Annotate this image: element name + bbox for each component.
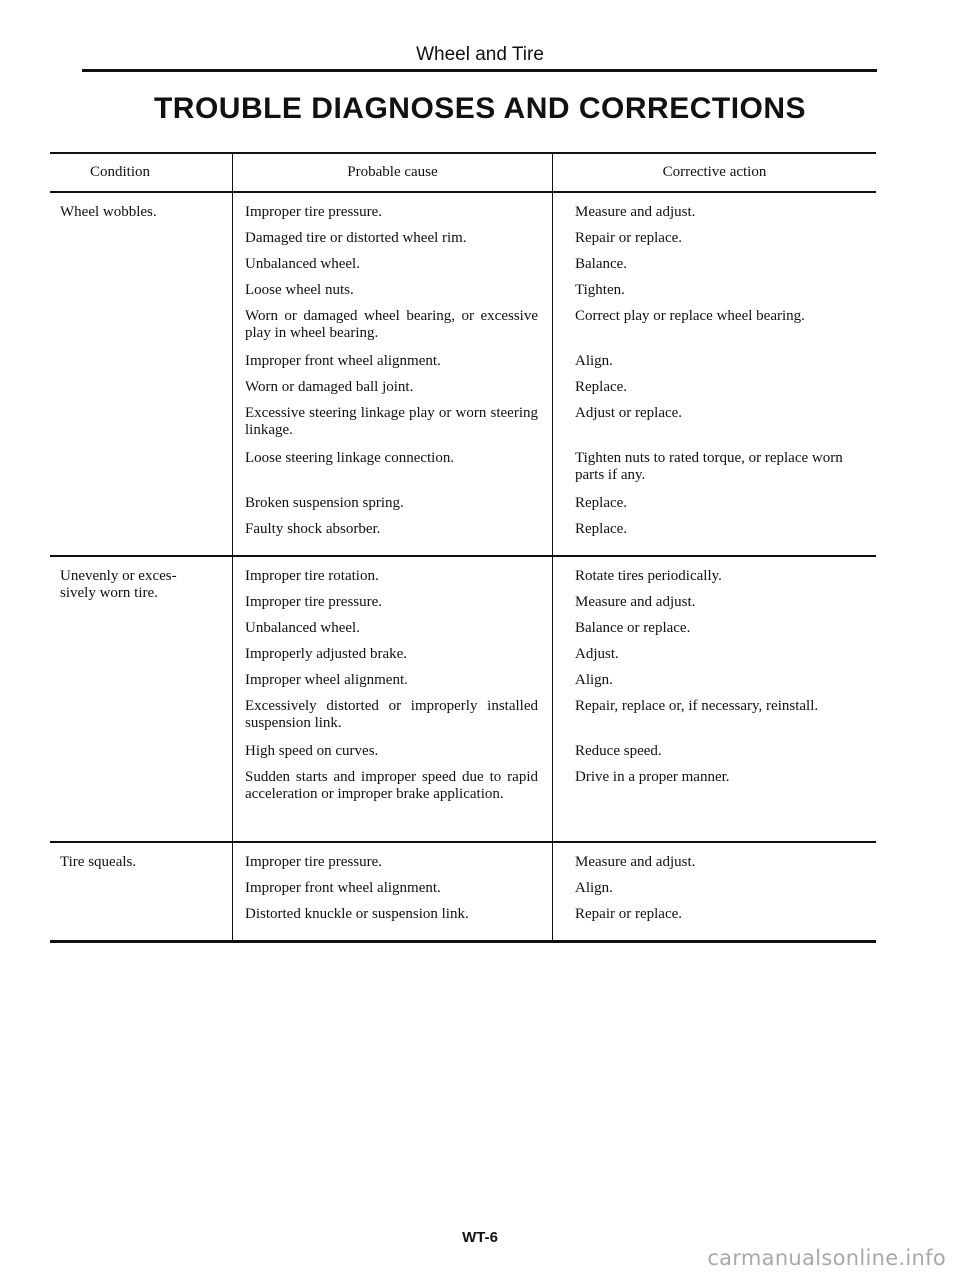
- table-row-group: [50, 193, 876, 555]
- action-cell: [552, 557, 876, 841]
- action-item: Replace.: [575, 521, 628, 537]
- column-header-condition: Condition: [90, 164, 151, 180]
- cause-item: Worn or damaged wheel bearing, or excessive play in wheel bearing.: [245, 308, 538, 341]
- action-cell: [552, 193, 876, 555]
- cause-item: Improper tire pressure.: [245, 594, 383, 610]
- cause-item: Damaged tire or distorted wheel rim.: [245, 230, 467, 246]
- cause-item: Improper front wheel alignment.: [245, 880, 441, 896]
- cause-item: Loose wheel nuts.: [245, 282, 354, 298]
- cause-item: Faulty shock absorber.: [245, 521, 381, 537]
- cause-item: High speed on curves.: [245, 743, 379, 759]
- cause-item: Improper tire rotation.: [245, 568, 379, 584]
- action-item: Repair or replace.: [575, 906, 683, 922]
- action-item: Measure and adjust.: [575, 204, 696, 220]
- action-item: Adjust or replace.: [575, 405, 683, 421]
- action-item: Measure and adjust.: [575, 854, 696, 870]
- cause-item: Worn or damaged ball joint.: [245, 379, 414, 395]
- cause-item: Unbalanced wheel.: [245, 620, 360, 636]
- cause-cell: [232, 843, 552, 940]
- action-item: Balance.: [575, 256, 628, 272]
- cause-item: Improper wheel alignment.: [245, 672, 408, 688]
- action-item: Reduce speed.: [575, 743, 662, 759]
- action-item: Align.: [575, 880, 613, 896]
- cause-item: Improper front wheel alignment.: [245, 353, 441, 369]
- table-bottom-rule: [50, 940, 876, 943]
- page-number: WT-6: [462, 1229, 498, 1246]
- condition-cell: [50, 193, 232, 555]
- action-item: Align.: [575, 353, 613, 369]
- running-head: Wheel and Tire: [416, 44, 544, 65]
- condition-cell: [50, 843, 232, 940]
- cause-item: Unbalanced wheel.: [245, 256, 360, 272]
- cause-item: Improper tire pressure.: [245, 854, 383, 870]
- condition-label: Wheel wobbles.: [60, 204, 157, 220]
- cause-cell: [232, 193, 552, 555]
- cause-item: Improper tire pressure.: [245, 204, 383, 220]
- table-row-group: [50, 843, 876, 940]
- action-item: Replace.: [575, 495, 628, 511]
- action-item: Tighten.: [575, 282, 625, 298]
- column-header-corrective-action: Corrective action: [552, 154, 876, 191]
- table-row-group: [50, 557, 876, 841]
- action-item: Drive in a proper manner.: [575, 769, 730, 785]
- action-item: Replace.: [575, 379, 628, 395]
- action-item: Align.: [575, 672, 613, 688]
- action-item: Adjust.: [575, 646, 619, 662]
- action-item: Tighten nuts to rated torque, or replace worn parts if any.: [575, 450, 843, 483]
- action-item: Rotate tires periodically.: [575, 568, 722, 584]
- cause-cell: [232, 557, 552, 841]
- condition-label: Tire squeals.: [60, 854, 137, 870]
- condition-cell: [50, 557, 232, 841]
- condition-label: Unevenly or exces- sively worn tire.: [60, 568, 177, 601]
- trouble-table: [50, 152, 876, 943]
- header-rule: [82, 69, 877, 72]
- action-cell: [552, 843, 876, 940]
- cause-item: Distorted knuckle or suspension link.: [245, 906, 469, 922]
- action-item: Repair or replace.: [575, 230, 683, 246]
- cause-item: Improperly adjusted brake.: [245, 646, 408, 662]
- column-header-probable-cause: Probable cause: [232, 154, 552, 191]
- watermark: carmanualsonline.info: [707, 1246, 946, 1270]
- action-item: Balance or replace.: [575, 620, 691, 636]
- action-item: Repair, replace or, if necessary, reinstall.: [575, 698, 819, 714]
- page-title: TROUBLE DIAGNOSES AND CORRECTIONS: [153, 92, 807, 125]
- action-item: Measure and adjust.: [575, 594, 696, 610]
- cause-item: Broken suspension spring.: [245, 495, 404, 511]
- cause-item: Excessively distorted or improperly installed suspension link.: [245, 698, 538, 731]
- table-header-row: [50, 154, 876, 191]
- cause-item: Excessive steering linkage play or worn steering linkage.: [245, 405, 538, 438]
- cause-item: Loose steering linkage connection.: [245, 450, 455, 466]
- action-item: Correct play or replace wheel bearing.: [575, 308, 805, 324]
- cause-item: Sudden starts and improper speed due to rapid acceleration or improper brake application.: [245, 769, 538, 802]
